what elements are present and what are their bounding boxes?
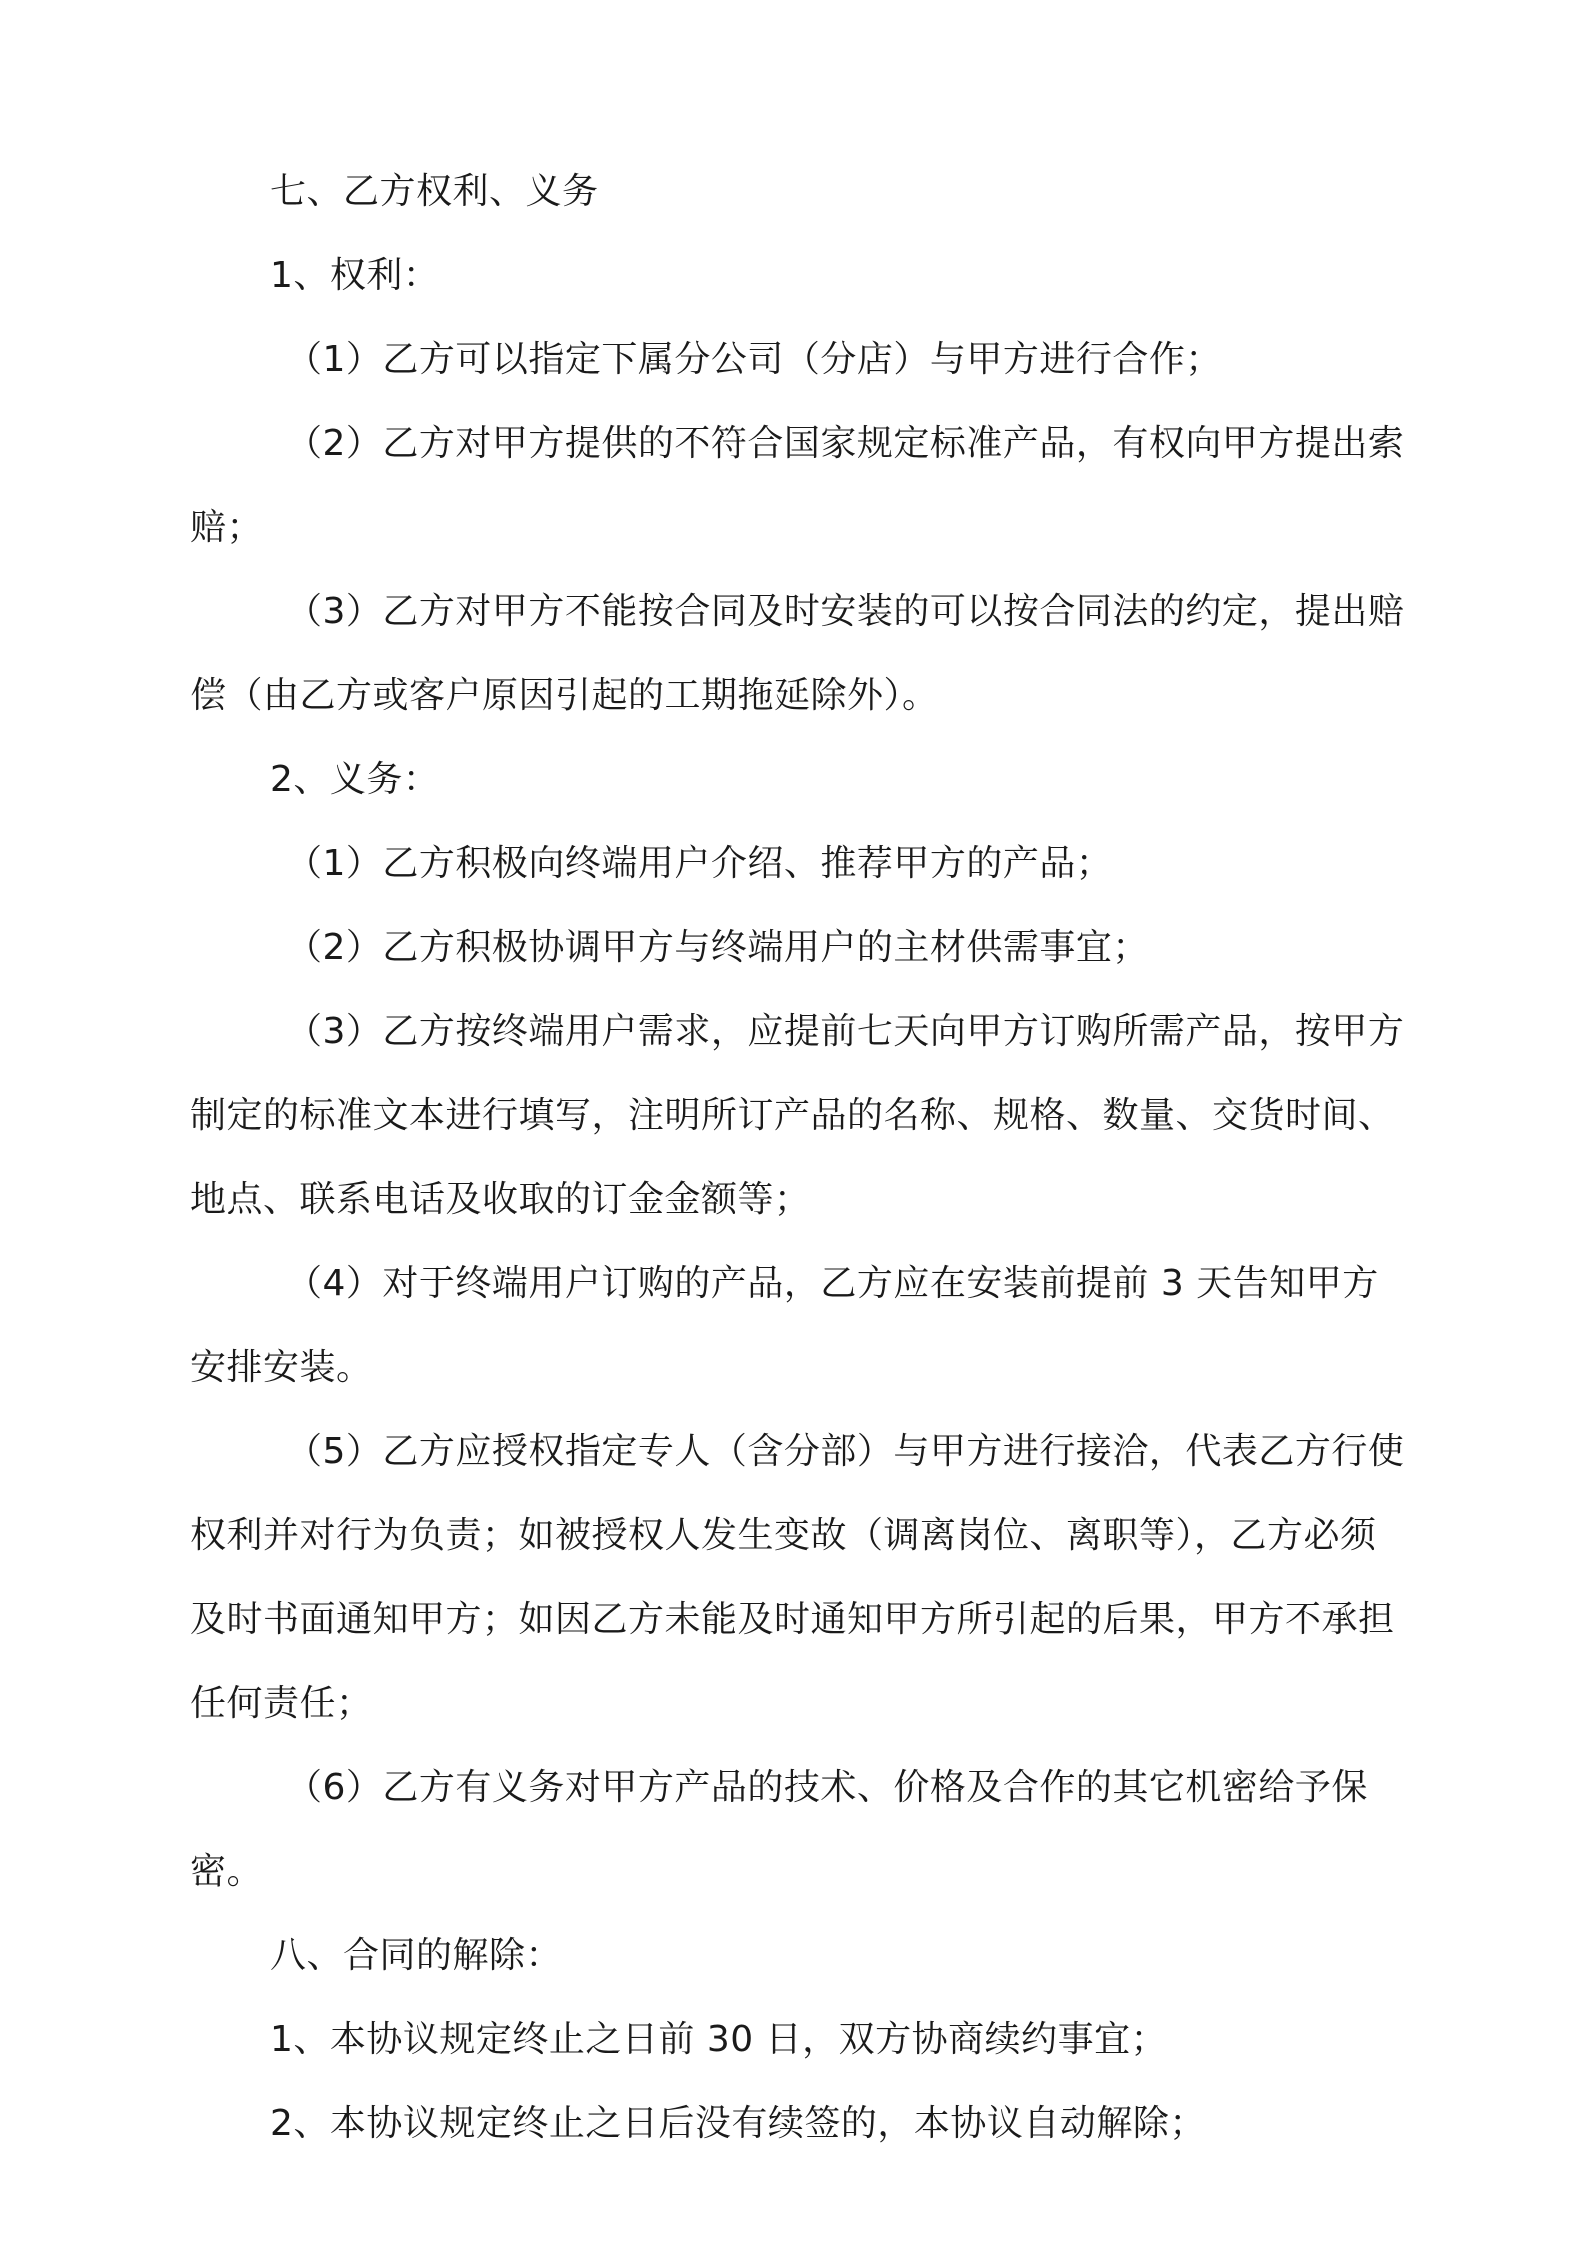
obligations-item-5: （5）乙方应授权指定专人（含分部）与甲方进行接洽，代表乙方行使权利并对行为负责；如被授权人发生变故（调离岗位、离职等），乙方必须及时书面通知甲方；如因乙方未能及时通知甲方所引起的后果，甲方不承担任何责任； — [190, 1431, 1405, 1724]
rights-item-2: （2）乙方对甲方提供的不符合国家规定标准产品，有权向甲方提出索赔； — [190, 423, 1405, 548]
obligations-item-6: （6）乙方有义务对甲方产品的技术、价格及合作的其它机密给予保密。 — [190, 1767, 1368, 1892]
termination-item-2: 2、本协议规定终止之日后没有续签的，本协议自动解除； — [270, 2103, 1206, 2144]
section8-heading: 八、合同的解除： — [270, 1935, 563, 1976]
rights-item-3: （3）乙方对甲方不能按合同及时安装的可以按合同法的约定，提出赔偿（由乙方或客户原因引起的工期拖延除外）。 — [190, 591, 1405, 716]
obligations-heading: 2、义务： — [270, 759, 440, 800]
obligations-item-3: （3）乙方按终端用户需求，应提前七天向甲方订购所需产品，按甲方制定的标准文本进行填写，注明所订产品的名称、规格、数量、交货时间、地点、联系电话及收取的订金金额等； — [190, 1011, 1405, 1220]
section7-heading: 七、乙方权利、义务 — [270, 171, 599, 212]
rights-heading: 1、权利： — [270, 255, 440, 296]
obligations-item-1: （1）乙方积极向终端用户介绍、推荐甲方的产品； — [286, 843, 1113, 884]
rights-item-1: （1）乙方可以指定下属分公司（分店）与甲方进行合作； — [286, 339, 1222, 380]
obligations-item-4: （4）对于终端用户订购的产品，乙方应在安装前提前 3 天告知甲方安排安装。 — [190, 1263, 1379, 1388]
termination-item-1: 1、本协议规定终止之日前 30 日，双方协商续约事宜； — [270, 2019, 1168, 2060]
document-body — [190, 150, 1410, 2166]
obligations-item-2: （2）乙方积极协调甲方与终端用户的主材供需事宜； — [286, 927, 1149, 968]
